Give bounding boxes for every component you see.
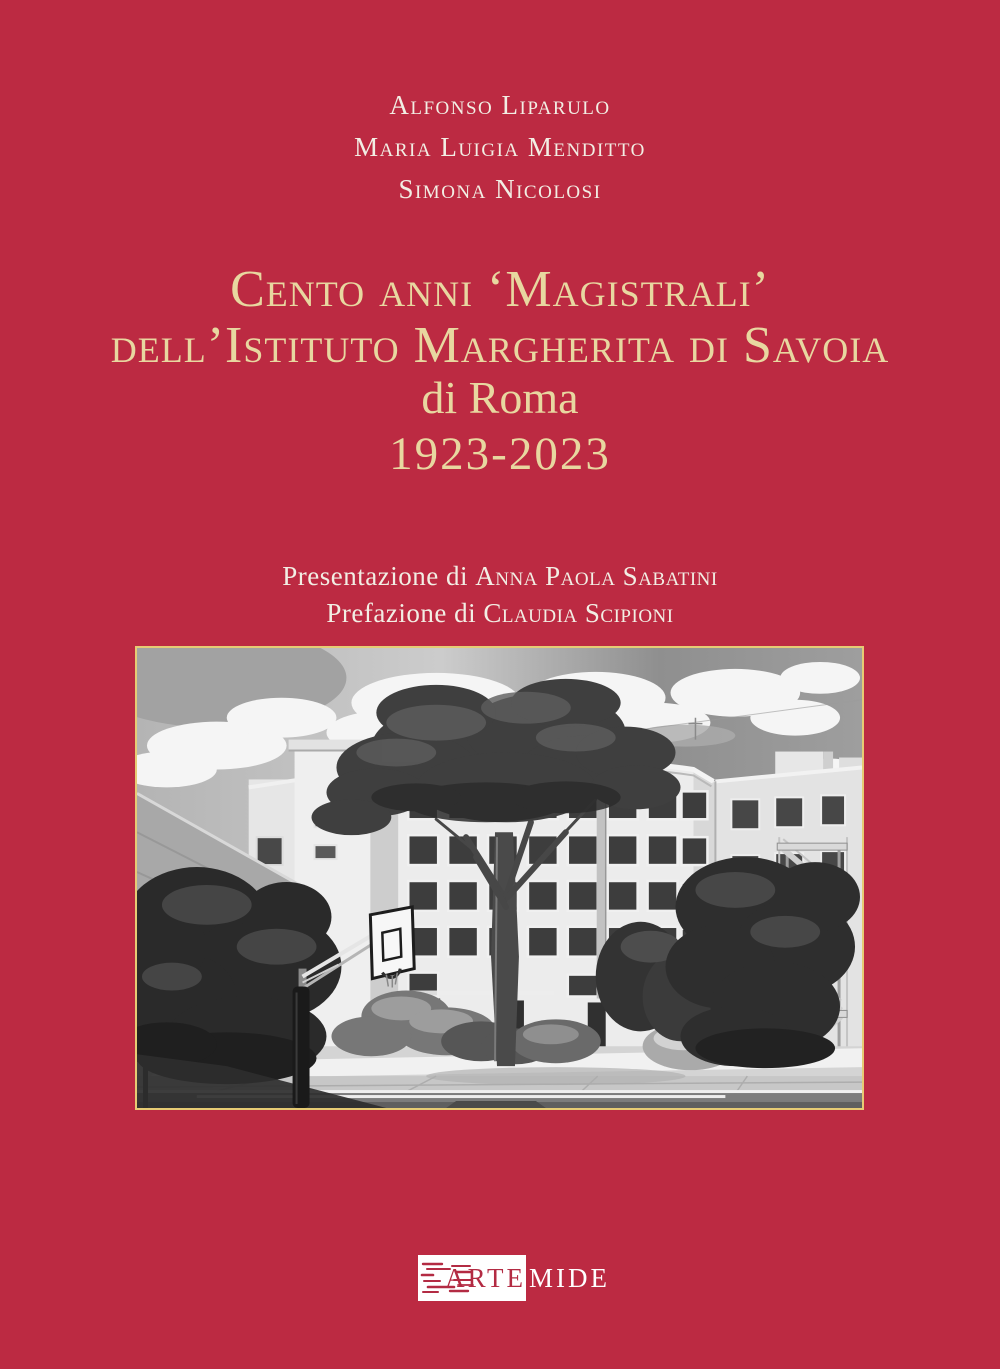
book-title-line-2: dell’Istituto Margherita di Savoia <box>110 317 890 374</box>
book-title <box>0 262 1000 374</box>
school-courtyard-photo <box>137 648 862 1108</box>
publisher-name-on-box: ARTE <box>445 1263 526 1293</box>
cover-photo-frame <box>135 646 864 1110</box>
preface-name: Claudia Scipioni <box>483 598 674 628</box>
author-name: Maria Luigia Menditto <box>354 132 646 162</box>
credits-block <box>0 558 1000 632</box>
preface-credit: Prefazione di Claudia Scipioni <box>326 598 674 628</box>
presentation-credit: Presentazione di Anna Paola Sabatini <box>282 561 718 591</box>
publisher-logo-box <box>418 1255 526 1301</box>
publisher-logo <box>0 1255 1000 1301</box>
moon-and-clouds-icon <box>420 1258 474 1298</box>
book-title-years: 1923-2023 <box>389 428 611 480</box>
presentation-name: Anna Paola Sabatini <box>475 561 718 591</box>
book-title-line-1: Cento anni ‘Magistrali’ <box>230 261 770 318</box>
author-block <box>0 84 1000 210</box>
publisher-name-on-red: MIDE <box>529 1263 610 1293</box>
book-title-place: di Roma <box>421 372 579 423</box>
author-name: Simona Nicolosi <box>398 174 602 204</box>
author-name: Alfonso Liparulo <box>389 90 611 120</box>
